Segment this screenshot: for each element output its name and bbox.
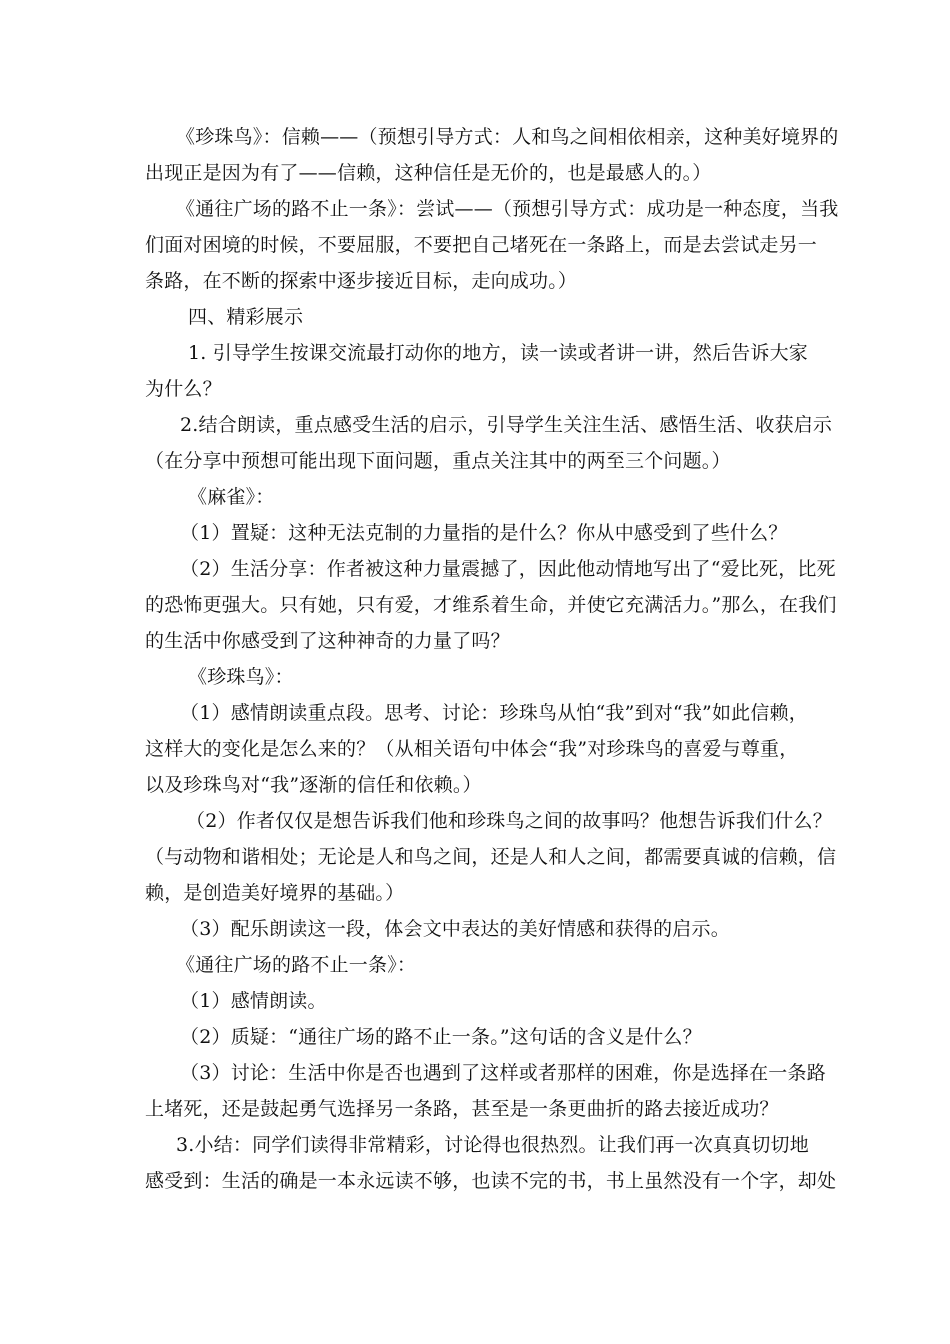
subsection-title: 《珍珠鸟》：: [188, 666, 294, 688]
text-line: （1）感情朗读重点段。思考、讨论：珍珠鸟从怕“我”到对“我”如此信赖，: [180, 702, 808, 724]
text-line: 1. 引导学生按课交流最打动你的地方，读一读或者讲一讲，然后告诉大家: [188, 342, 808, 364]
text-line: 们面对困境的时候，不要屈服，不要把自己堵死在一条路上，而是去尝试走另一: [145, 234, 818, 256]
text-line: 这样大的变化是怎么来的？（从相关语句中体会“我”对珍珠鸟的喜爱与尊重，: [145, 738, 799, 760]
text-line: 出现正是因为有了——信赖，这种信任是无价的，也是最感人的。）: [145, 162, 712, 184]
text-line: （2）作者仅仅是想告诉我们他和珍珠鸟之间的故事吗？他想告诉我们什么？: [186, 810, 832, 832]
text-line: （在分享中预想可能出现下面问题，重点关注其中的两至三个问题。）: [145, 450, 731, 472]
subsection-title: 《麻雀》：: [188, 486, 275, 508]
text-line: 赖，是创造美好境界的基础。）: [145, 882, 405, 904]
text-line: 为什么？: [145, 378, 222, 400]
text-line: 的生活中你感受到了这种神奇的力量了吗？: [145, 630, 510, 652]
text-line: 的恐怖更强大。只有她，只有爱，才维系着生命，并使它充满活力。”那么，在我们: [145, 594, 837, 616]
text-line: 《珍珠鸟》：信赖——（预想引导方式：人和鸟之间相依相亲，这种美好境界的: [176, 126, 839, 148]
text-line: （1）感情朗读。: [180, 990, 327, 1012]
text-line: 2.结合朗读，重点感受生活的启示，引导学生关注生活、感悟生活、收获启示: [180, 414, 833, 436]
text-line: （与动物和谐相处；无论是人和鸟之间，还是人和人之间，都需要真诚的信赖，信: [145, 846, 837, 868]
text-line: 以及珍珠鸟对“我”逐渐的信任和依赖。）: [145, 774, 482, 796]
text-line: 上堵死，还是鼓起勇气选择另一条路，甚至是一条更曲折的路去接近成功？: [145, 1098, 779, 1120]
text-line: （2）生活分享：作者被这种力量震撼了，因此他动情地写出了“爱比死，比死: [180, 558, 836, 580]
section-heading: 四、精彩展示: [188, 306, 304, 328]
text-line: （2）质疑：“通往广场的路不止一条。”这句话的含义是什么？: [180, 1026, 702, 1048]
subsection-title: 《通往广场的路不止一条》：: [176, 954, 417, 976]
text-line: 3.小结：同学们读得非常精彩，讨论得也很热烈。让我们再一次真真切切地: [176, 1134, 809, 1156]
text-line: 《通往广场的路不止一条》：尝试——（预想引导方式：成功是一种态度，当我: [176, 198, 839, 220]
text-line: 条路，在不断的探索中逐步接近目标，走向成功。）: [145, 270, 578, 292]
text-line: （3）讨论：生活中你是否也遇到了这样或者那样的困难，你是选择在一条路: [180, 1062, 826, 1084]
text-line: （1）置疑：这种无法克制的力量指的是什么？你从中感受到了些什么？: [180, 522, 788, 544]
text-line: 感受到：生活的确是一本永远读不够，也读不完的书，书上虽然没有一个字，却处: [145, 1170, 837, 1192]
text-line: （3）配乐朗读这一段，体会文中表达的美好情感和获得的启示。: [180, 918, 730, 940]
